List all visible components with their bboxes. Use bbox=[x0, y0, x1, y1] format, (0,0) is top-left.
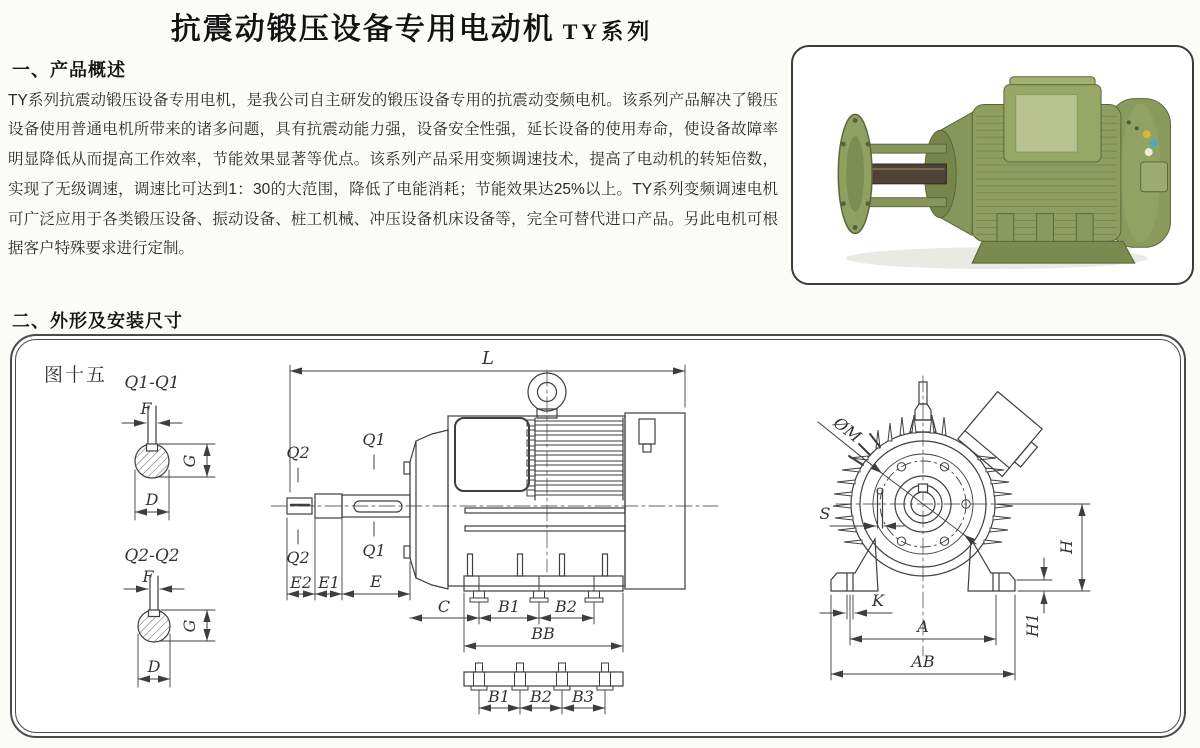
dim-label-l: L bbox=[482, 348, 494, 369]
dim-label-s: S bbox=[819, 504, 831, 523]
section-q2q2 bbox=[124, 546, 215, 687]
page-title-main: 抗震动锻压设备专用电动机 bbox=[170, 13, 555, 46]
product-photo-frame bbox=[791, 45, 1194, 285]
dim-label-b2-strip: B2 bbox=[530, 687, 552, 706]
figure-label: 图十五 bbox=[44, 365, 108, 386]
overview-paragraph: TY系列抗震动锻压设备专用电机，是我公司自主研发的锻压设备专用的抗震动变频电机。该系列产品解决了锻压设备使用普通电机所带来的诸多问题，具有抗震动能力强，设备安全性强，延长设备的使用寿命，使设备故障率明显降低从而提高工作效率，节能效果显著等优点。该系列产品采用变频调速技术，提高了电动机的转矩倍数，实现了无级调速，调速比可达到1：30的大范围，降低了电能消耗；节能效果达25%以上。TY系列变频调速电机可广泛应用于各类锻压设备、振动设备、桩工机械、冲压设备机床设备等，完全可替代进口产品。另此电机可根据客户特殊要求进行定制。 bbox=[8, 91, 778, 258]
dim-label-ab: AB bbox=[911, 652, 935, 671]
figure-15-panel bbox=[10, 334, 1186, 738]
side-view bbox=[271, 348, 718, 714]
page-title-series: TY系列 bbox=[562, 19, 654, 44]
section-q1q1 bbox=[122, 373, 215, 520]
dim-label-e: E bbox=[370, 572, 382, 591]
dim-label-b1: B1 bbox=[498, 597, 520, 616]
section-mark-q1-top: Q1 bbox=[362, 430, 386, 449]
dim-label-g-q1: G bbox=[180, 454, 199, 468]
dim-label-k: K bbox=[872, 591, 884, 610]
dim-label-m: ØM bbox=[829, 413, 865, 447]
page-title bbox=[60, 4, 764, 48]
dim-label-bb: BB bbox=[531, 624, 555, 643]
section-mark-q1-bottom: Q1 bbox=[362, 541, 386, 560]
dim-label-e2: E2 bbox=[290, 573, 312, 592]
dim-label-e1: E1 bbox=[318, 573, 340, 592]
dim-label-f-q2: F bbox=[142, 567, 154, 586]
dim-label-g-q2: G bbox=[180, 619, 199, 633]
dim-label-c: C bbox=[437, 597, 451, 616]
figure-15-drawing bbox=[18, 342, 1178, 730]
right-foot bbox=[968, 539, 1015, 591]
dim-label-b2: B2 bbox=[555, 597, 577, 616]
dim-label-d-q1: D bbox=[145, 490, 159, 509]
dim-label-h1: H1 bbox=[1023, 612, 1042, 638]
overview-heading: 一、产品概述 bbox=[12, 59, 126, 80]
dim-label-f-q1: F bbox=[140, 399, 152, 418]
figure-15-inner-border bbox=[15, 339, 1181, 733]
front-view-terminal-box bbox=[958, 392, 1048, 482]
side-view-fins bbox=[527, 420, 623, 496]
dim-label-b3-strip: B3 bbox=[572, 687, 594, 706]
dim-label-a: A bbox=[917, 617, 929, 636]
section-q2q2-title: Q2-Q2 bbox=[124, 546, 180, 566]
motor-photo-illustration bbox=[793, 47, 1192, 283]
left-foot bbox=[831, 539, 878, 591]
base-bolts bbox=[470, 576, 603, 602]
section-mark-q2-bottom: Q2 bbox=[286, 548, 310, 567]
dim-label-d-q2: D bbox=[147, 657, 161, 676]
front-view bbox=[818, 376, 1090, 680]
dimensions-heading: 二、外形及安装尺寸 bbox=[12, 310, 183, 331]
section-mark-q2-top: Q2 bbox=[286, 443, 310, 462]
section-q1q1-title: Q1-Q1 bbox=[124, 373, 180, 393]
dim-label-b1-strip: B1 bbox=[488, 687, 510, 706]
motor-base bbox=[972, 241, 1135, 263]
dim-label-h: H bbox=[1057, 540, 1076, 554]
